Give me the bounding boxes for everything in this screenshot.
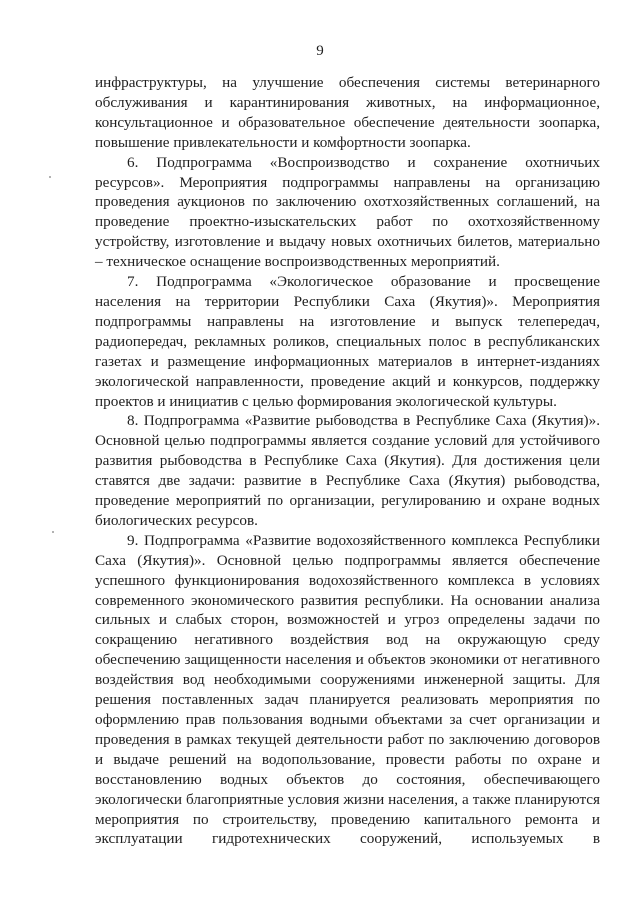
paragraph-subprogram-6: 6. Подпрограмма «Воспроизводство и сохранение охотничьих ресурсов». Мероприятия подпрограммы направлены на организацию проведения аукционов по заключению охотхозяйственных соглашений, на проведение проектно-изыскательских работ по охотхозяйственному устройству, изготовление и выдачу новых охотничьих билетов, материально – техническое оснащение воспроизводственных мероприятий. [95, 153, 600, 271]
paragraph-zoo-continuation: инфраструктуры, на улучшение обеспечения системы ветеринарного обслуживания и карантинирования животных, на информационное, консультационное и образовательное обеспечение деятельности зоопарка, повышение привлекательности и комфортности зоопарка. [95, 74, 600, 151]
paragraph-subprogram-7: 7. Подпрограмма «Экологическое образование и просвещение населения на территории Республики Саха (Якутия)». Мероприятия подпрограммы направлены на изготовление и выпуск телепередач, радиопередач, рекламных роликов, специальных полос в республиканских газетах и размещение информационных материалов в интернет-изданиях экологической направленности, проведение акций и конкурсов, поддержку проектов и инициатив с целью формирования экологической культуры. [95, 273, 600, 410]
paragraph-subprogram-9: 9. Подпрограмма «Развитие водохозяйственного комплекса Республики Саха (Якутия)». Основной целью подпрограммы является обеспечение успешного функционирования водохозяйственного комплекса в условиях современного экономического развития республики. На основании анализа сильных и слабых сторон, возможностей и угроз определены задачи по сокращению негативного воздействия вод на окружающую среду обеспечению защищенности населения и объектов экономики от негативного воздействия вод необходимыми сооружениями инженерной защиты. Для решения поставленных задач планируется реализовать мероприятия по оформлению прав пользования водными объектами за счет организации и проведения в рамках текущей деятельности работ по заключению договоров и выдаче решений на водопользование, провести работы по охране и восстановлению водных объектов до состояния, обеспечивающего экологически благоприятные условия жизни населения, а также планируются мероприятия по строительству, проведению капитального ремонта и эксплуатации гидротехнических сооружений, используемых в [95, 531, 600, 848]
scan-speck [49, 176, 51, 178]
scan-speck [52, 531, 54, 533]
page-number: 9 [316, 43, 324, 59]
paragraph-subprogram-8: 8. Подпрограмма «Развитие рыбоводства в Республике Саха (Якутия)». Основной целью подпрограммы является создание условий для устойчивого развития рыбоводства в Республике Саха (Якутия). Для достижения цели ставятся две задачи: развитие в Республике Саха (Якутия) рыбоводства, проведение мероприятий по организации, регулированию и охране водных биологических ресурсов. [95, 412, 600, 529]
body-text [95, 73, 600, 849]
